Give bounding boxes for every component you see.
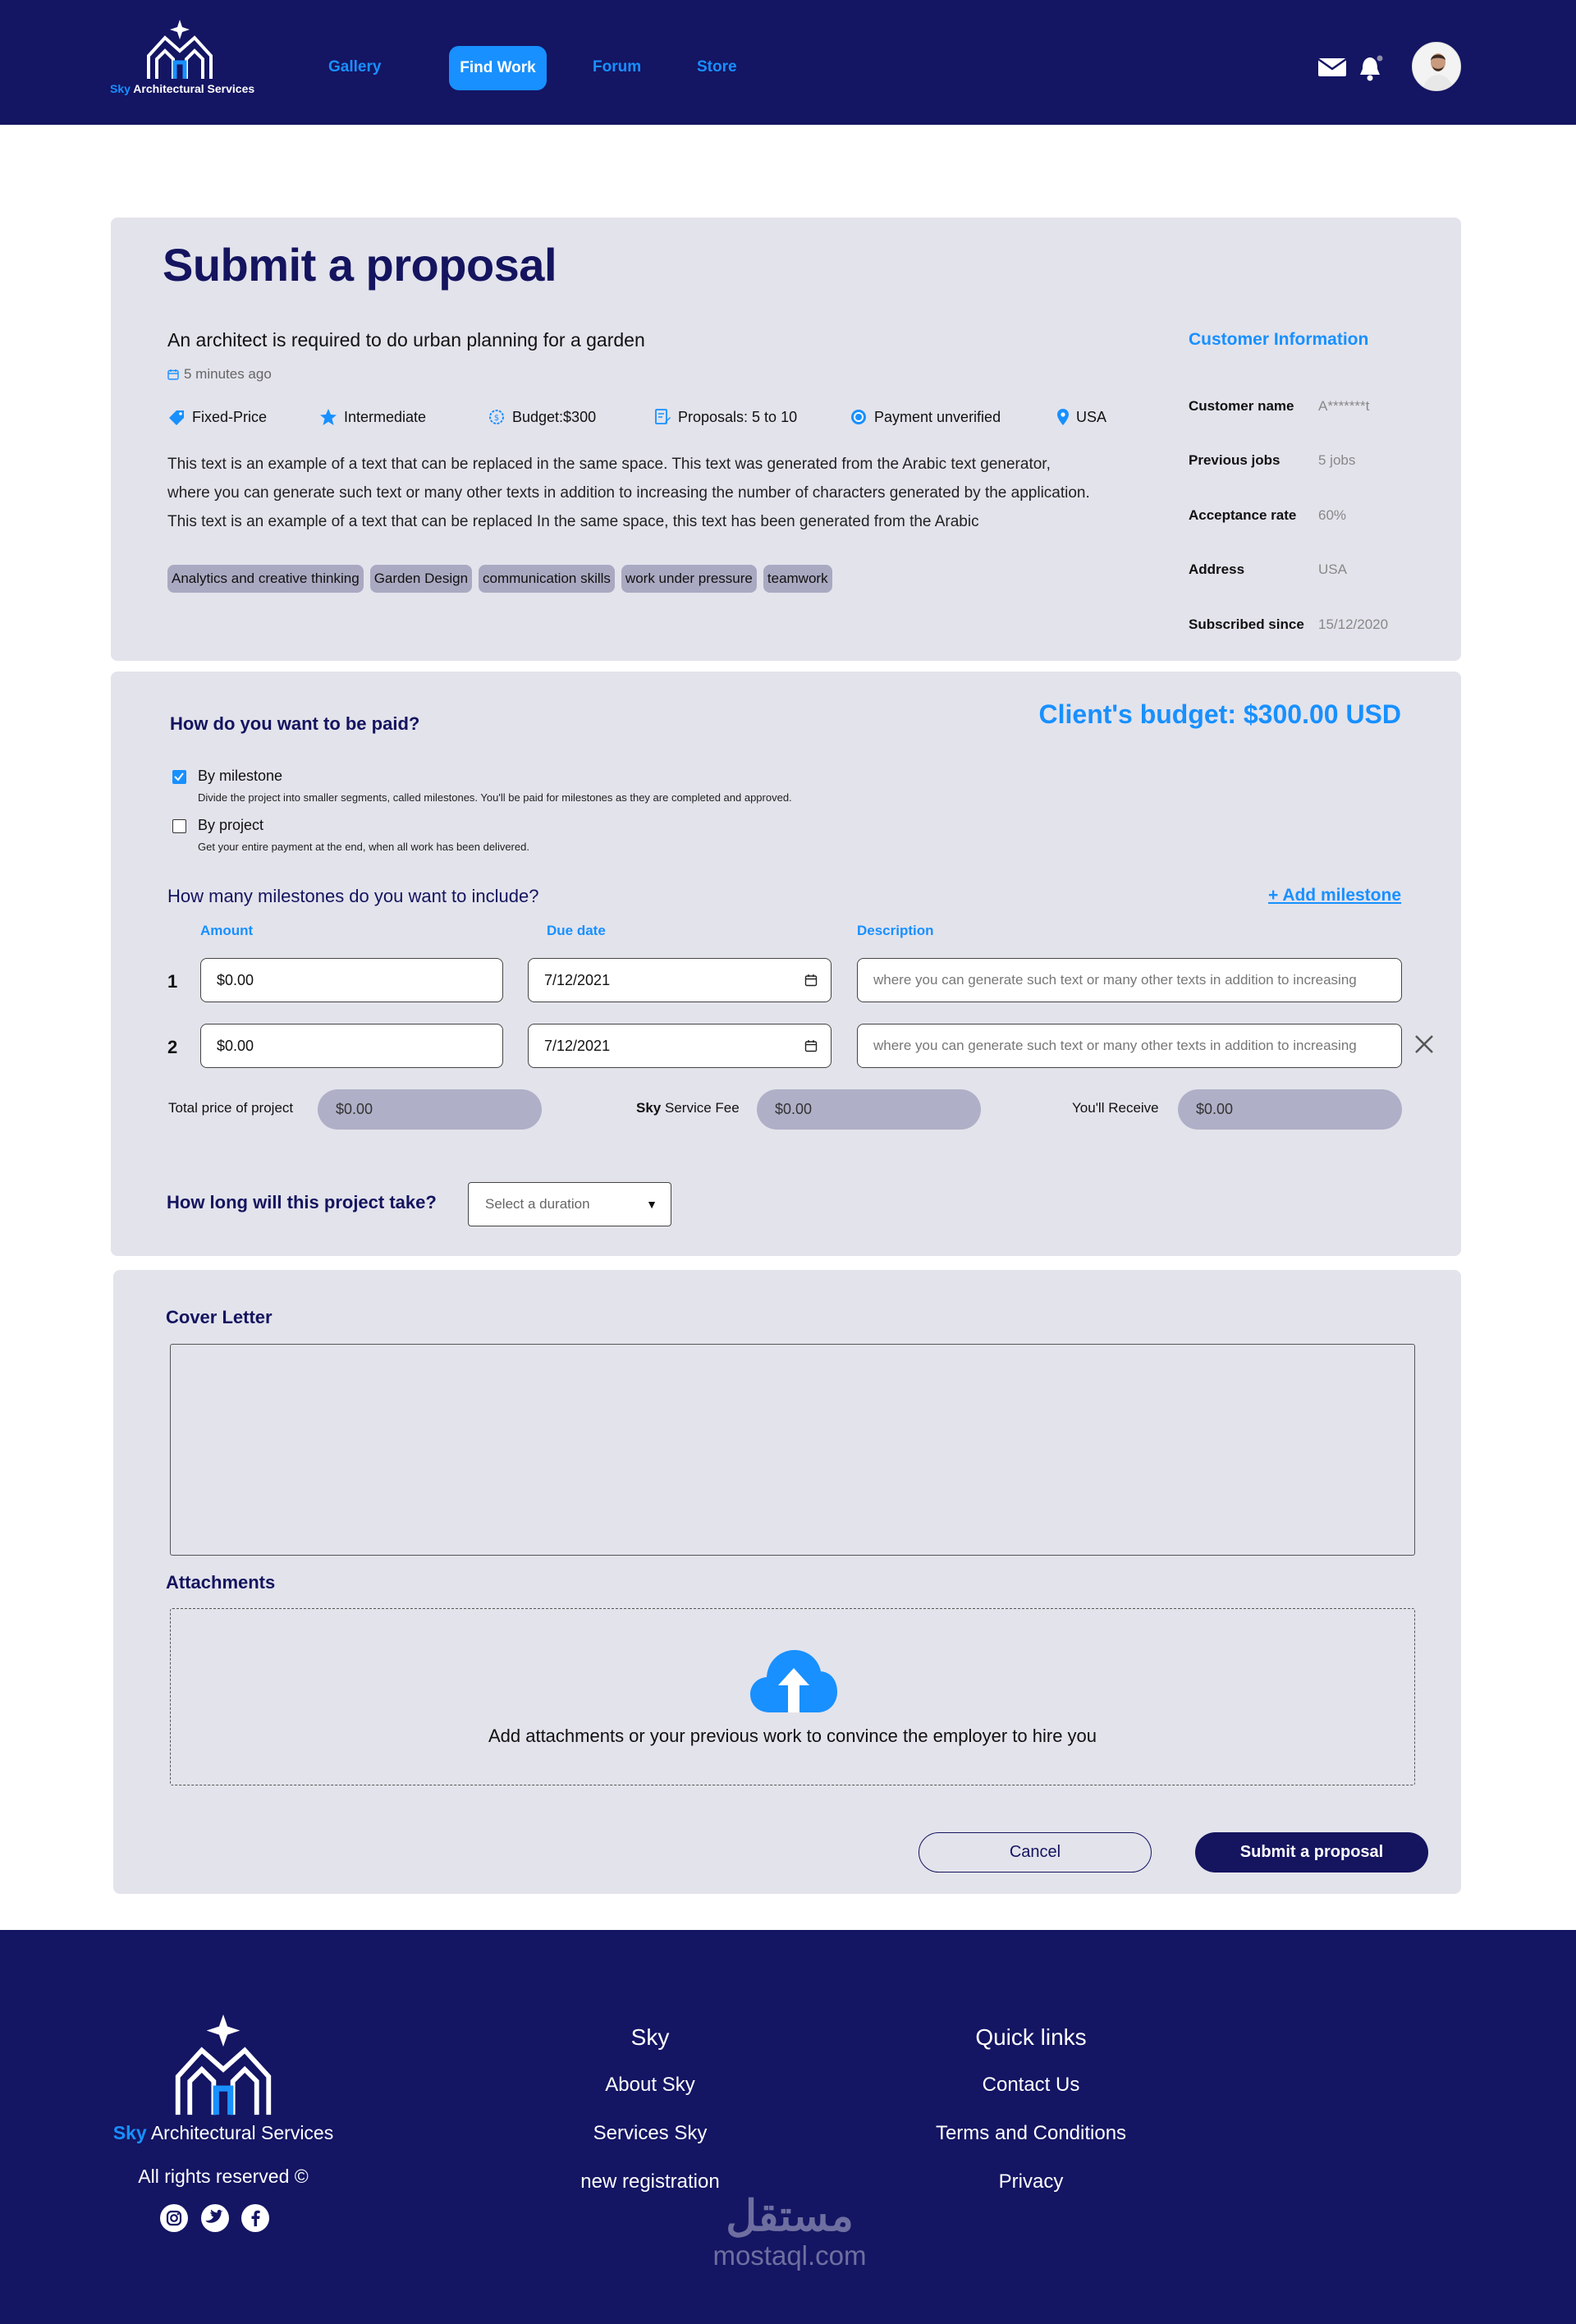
logo-building-icon [140,18,219,80]
dropdown-arrow-icon: ▼ [646,1198,657,1211]
footer-logo[interactable] [107,2012,340,2144]
milestone-due-date-input[interactable] [528,1024,832,1068]
milestone-checkbox[interactable] [172,770,186,784]
cloud-upload-icon [749,1647,839,1714]
project-option-desc: Get your entire payment at the end, when all work has been delivered. [198,841,529,853]
copyright-text: All rights reserved © [138,2166,309,2187]
calendar-icon[interactable] [804,1039,818,1052]
top-navbar [0,0,1576,125]
milestone-number: 2 [167,1037,178,1057]
customer-value: 5 jobs [1318,452,1356,468]
logo-name: Architectural Services [133,82,255,95]
close-icon[interactable] [1413,1034,1435,1055]
duration-placeholder: Select a duration [485,1196,590,1212]
page-title: Submit a proposal [163,239,557,291]
customer-label: Customer name [1189,398,1294,414]
skill-tag[interactable]: work under pressure [621,565,757,593]
skill-tag[interactable]: teamwork [763,565,832,593]
logo-brand: Sky [110,82,131,95]
mostaql-watermark [691,2192,888,2271]
star-icon [319,408,337,426]
mail-icon[interactable] [1317,57,1347,77]
footer-col-sky-title: Sky [630,2024,670,2050]
milestone-amount-input[interactable]: $0.00 [200,1024,503,1068]
payment-heading: How do you want to be paid? [170,713,420,734]
milestone-amount-input[interactable]: $0.00 [200,958,503,1002]
footer-link-contact[interactable]: Contact Us [982,2074,1080,2096]
customer-label: Previous jobs [1189,452,1280,468]
meta-location-text: USA [1076,408,1107,425]
client-budget: Client's budget: $300.00 USD [1038,699,1401,729]
cover-letter-heading: Cover Letter [166,1307,273,1327]
nav-gallery[interactable]: Gallery [328,58,382,76]
meta-payment [850,408,1001,426]
customer-info-title: Customer Information [1189,330,1369,349]
milestone-description-input[interactable]: where you can generate such text or many other texts in addition to increasing [857,958,1402,1002]
instagram-icon[interactable] [160,2204,188,2232]
twitter-icon[interactable] [201,2204,229,2232]
amount-column-header: Amount [200,923,254,938]
nav-store[interactable]: Store [697,58,737,76]
meta-level [319,408,426,426]
location-pin-icon [1056,408,1070,426]
skill-tag[interactable]: Garden Design [370,565,472,593]
milestone-option-desc: Divide the project into smaller segments, called milestones. You'll be paid for milestones as they are completed and approved. [198,791,792,804]
duration-heading: How long will this project take? [167,1192,437,1212]
meta-payment-text: Payment unverified [874,408,1001,425]
service-fee-brand: Sky [636,1100,662,1116]
price-tag-icon [167,408,186,426]
submit-proposal-button[interactable]: Submit a proposal [1195,1832,1428,1872]
calendar-icon[interactable] [804,974,818,987]
posted-text: 5 minutes ago [184,366,272,382]
nav-forum[interactable]: Forum [593,58,642,76]
add-milestone-button[interactable]: + Add milestone [1268,886,1402,905]
nav-find-work[interactable]: Find Work [449,46,547,90]
site-logo[interactable] [110,18,255,107]
checkmark-icon [173,771,185,782]
customer-label: Subscribed since [1189,617,1304,632]
bell-icon[interactable] [1358,54,1384,82]
meta-budget [488,408,596,426]
logo-building-icon [166,2012,281,2117]
total-price-label: Total price of project [168,1100,294,1116]
milestones-heading: How many milestones do you want to include? [167,886,539,906]
attachments-dropzone[interactable] [170,1608,1415,1785]
milestone-description-input[interactable]: where you can generate such text or many other texts in addition to increasing [857,1024,1402,1068]
cover-letter-textarea[interactable] [170,1344,1415,1556]
footer-link-about[interactable]: About Sky [605,2074,695,2096]
footer-logo-name: Architectural Services [150,2122,334,2143]
customer-label: Acceptance rate [1189,507,1297,523]
user-avatar[interactable] [1412,42,1461,91]
due-date-column-header: Due date [547,923,606,938]
meta-level-text: Intermediate [344,408,427,425]
due-date-value: 7/12/2021 [544,1038,611,1054]
meta-proposals [653,408,797,426]
duration-select[interactable] [468,1182,671,1226]
watermark-arabic: مستقل [726,2193,854,2240]
posted-time [167,366,272,383]
footer-logo-brand: Sky [112,2122,147,2143]
footer-col-quick-links-title: Quick links [975,2024,1087,2050]
due-date-value: 7/12/2021 [544,972,611,988]
footer-link-services[interactable]: Services Sky [593,2122,708,2144]
footer-link-registration[interactable]: new registration [580,2170,720,2193]
milestone-number: 1 [167,971,178,992]
customer-label: Address [1189,562,1245,577]
meta-location [1056,408,1106,426]
skill-tag[interactable]: Analytics and creative thinking [167,565,364,593]
milestone-due-date-input[interactable] [528,958,832,1002]
customer-value: 15/12/2020 [1318,617,1389,632]
facebook-icon[interactable] [241,2204,269,2232]
milestone-option-label[interactable]: By milestone [198,768,283,784]
project-option-label[interactable]: By project [198,817,264,833]
meta-proposals-text: Proposals: 5 to 10 [678,408,798,425]
job-description: This text is an example of a text that can be replaced in the same space. This text was generated from the Arabic text generator, where you can generate such text or many other texts in addition to increasing the number of characters generated by the application. This text is an example of a text that can be replaced In the same space, this text has been generated from the Arabic [167,456,1090,530]
meta-budget-text: Budget:$300 [512,408,597,425]
service-fee-field: $0.00 [757,1089,981,1130]
job-meta-row [167,408,1152,433]
skill-tag[interactable]: communication skills [479,565,615,593]
description-column-header: Description [857,923,934,938]
verified-badge-icon [850,408,868,426]
project-checkbox[interactable] [172,819,186,833]
footer-link-terms[interactable]: Terms and Conditions [935,2122,1127,2144]
watermark-latin: mostaql.com [712,2240,867,2271]
customer-value: 60% [1318,507,1347,523]
meta-type [167,408,267,426]
service-fee-label [636,1100,740,1116]
cancel-button[interactable]: Cancel [919,1832,1152,1872]
attachments-heading: Attachments [166,1572,276,1593]
person-icon [1413,43,1461,91]
skill-tags [167,565,832,593]
total-price-field: $0.00 [318,1089,542,1130]
footer-link-privacy[interactable]: Privacy [998,2170,1064,2193]
calendar-icon [167,369,179,380]
receive-label: You'll Receive [1072,1100,1159,1116]
receive-field: $0.00 [1178,1089,1402,1130]
meta-type-text: Fixed-Price [192,408,268,425]
customer-value: A*******t [1318,398,1370,414]
svg-text:$: $ [493,414,500,423]
coin-icon [488,408,506,426]
document-edit-icon [653,408,671,426]
job-title: An architect is required to do urban planning for a garden [167,329,645,351]
customer-value: USA [1318,562,1347,577]
service-fee-text: Service Fee [664,1100,740,1116]
attachments-hint: Add attachments or your previous work to convince the employer to hire you [488,1726,1097,1746]
